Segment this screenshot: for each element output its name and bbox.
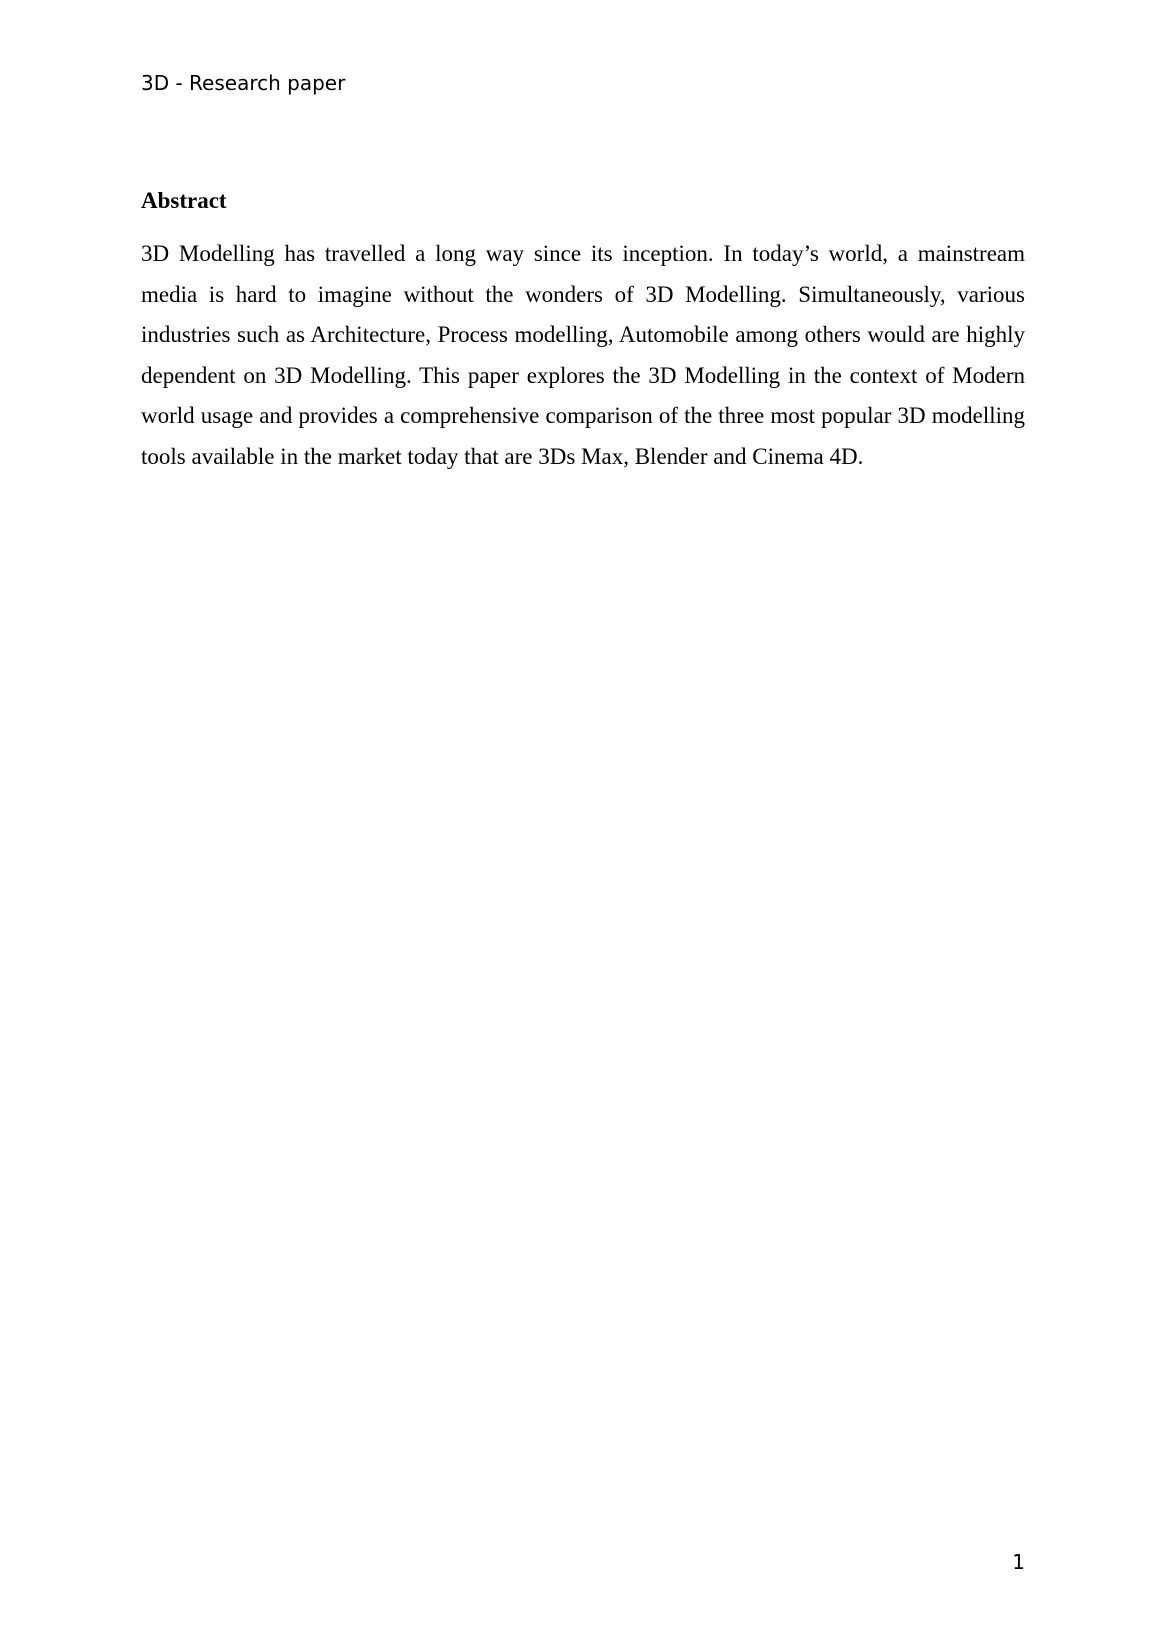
abstract-heading: Abstract — [141, 188, 227, 213]
page-number: 1 — [1012, 1550, 1025, 1574]
running-header: 3D - Research paper — [141, 71, 346, 95]
abstract-paragraph: 3D Modelling has travelled a long way since its inception. In today’s world, a mainstream media is hard to imagine without the wonders of 3D Modelling. Simultaneously, various industries such as Architecture, Process modelling, Automobile among others would are highly dependent on 3D Modelling. This paper explores the 3D Modelling in the context of Modern world usage and provides a comprehensive comparison of the three most popular 3D modelling tools available in the market today that are 3Ds Max, Blender and Cinema 4D. — [141, 241, 1025, 469]
